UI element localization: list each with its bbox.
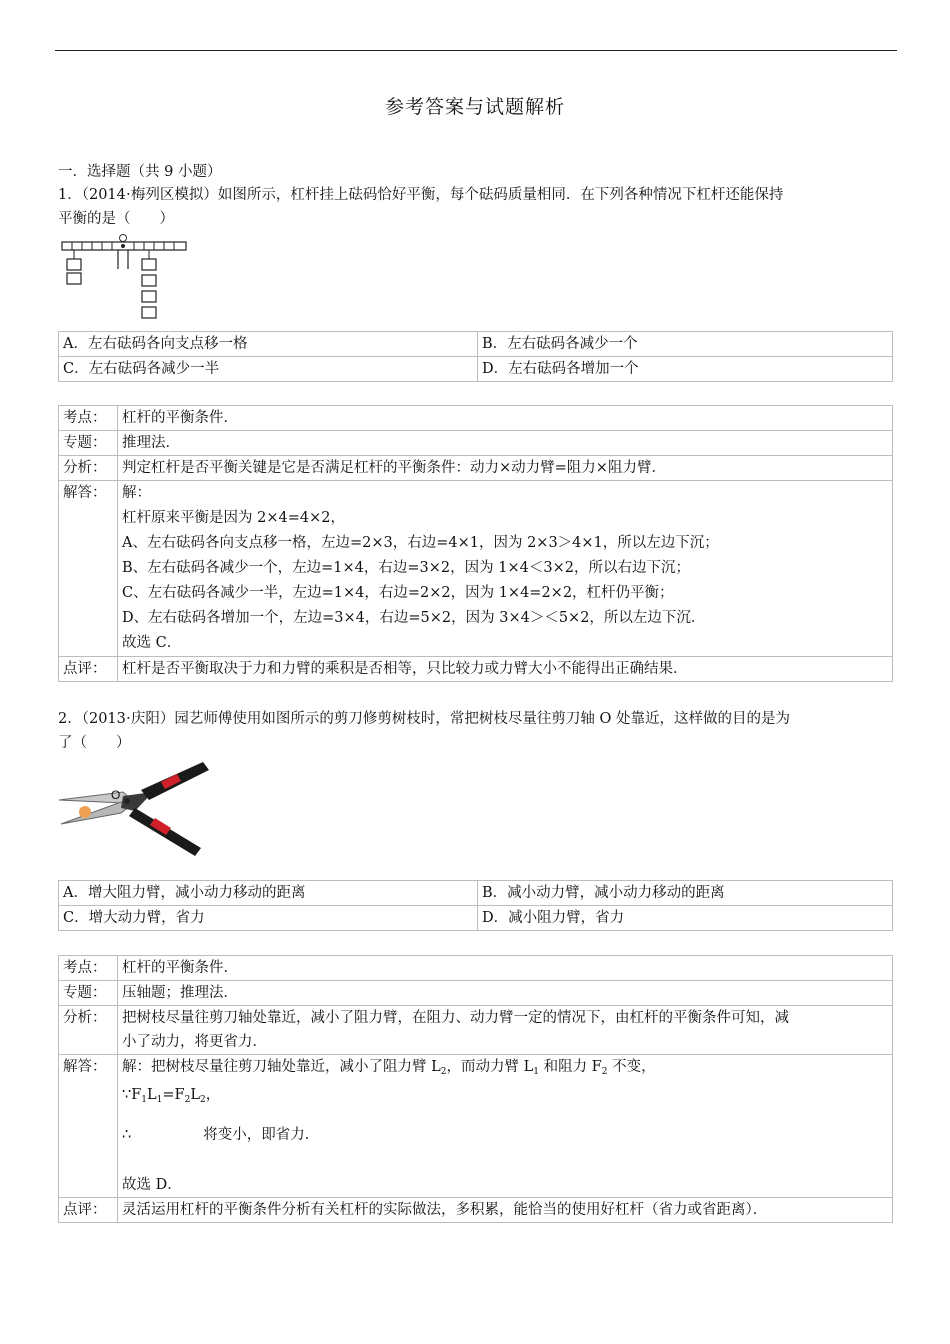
q1-stem-line1: 1．（2014⋅梅列区模拟）如图所示，杠杆挂上砝码恰好平衡，每个砝码质量相同．在下列各种情况下杠杆还能保持 bbox=[58, 187, 784, 203]
q2-dianping-row: 点评： 灵活运用杠杆的平衡条件分析有关杠杆的实际做法，多积累，能恰当的使用好杠杆（省力或省距离）． bbox=[59, 1198, 893, 1223]
q2-jieda-content: 解：把树枝尽量往剪刀轴处靠近，减小了阻力臂 $L_2$，而动力臂 $L_1$ 和阻力 $F_2$ 不变， $\because F_1L_1=F_2L_2$， ∴ 将变小，即省力． 故选 D． bbox=[118, 1055, 893, 1198]
q1-option-a[interactable]: A．左右砝码各向支点移一格 bbox=[59, 332, 478, 357]
q1-dianping-row: 点评： 杠杆是否平衡取决于力和力臂的乘积是否相等，只比较力或力臂大小不能得出正确结果． bbox=[59, 657, 893, 682]
q2-stem-line2: 了（ ） bbox=[58, 735, 131, 751]
q1-kaodian-row: 考点： 杠杆的平衡条件． bbox=[59, 406, 893, 431]
q2-option-c[interactable]: C．增大动力臂，省力 bbox=[59, 906, 478, 931]
q1-analysis-table bbox=[58, 405, 893, 682]
shears-axis-label: O bbox=[111, 788, 121, 802]
header-rule bbox=[55, 50, 897, 51]
shears-figure bbox=[55, 756, 215, 868]
q2-stem-line1: 2．（2013⋅庆阳）园艺师傅使用如图所示的剪刀修剪树枝时，常把树枝尽量往剪刀轴 O 处靠近，这样做的目的是为 bbox=[58, 711, 790, 727]
balance-equation: $\because F_1L_1=F_2L_2$， bbox=[122, 1087, 221, 1105]
q1-stem-line2: 平衡的是（ ） bbox=[58, 211, 174, 227]
q2-zhuanti-row: 专题： 压轴题；推理法． bbox=[59, 981, 893, 1006]
q1-option-d[interactable]: D．左右砝码各增加一个 bbox=[478, 357, 893, 382]
q2-options bbox=[58, 880, 893, 931]
q2-jieda-row: 解答： 解：把树枝尽量往剪刀轴处靠近，减小了阻力臂 $L_2$，而动力臂 $L_1$ 和阻力 $F_2$ 不变， $\because F_1L_1=F_2L_2$， ∴ 将变小，即省力． 故选 D． bbox=[59, 1055, 893, 1198]
q1-option-b[interactable]: B．左右砝码各减少一个 bbox=[478, 332, 893, 357]
lever-figure bbox=[58, 233, 193, 323]
q2-option-d[interactable]: D．减小阻力臂，省力 bbox=[478, 906, 893, 931]
q2-option-a[interactable]: A．增大阻力臂，减小动力移动的距离 bbox=[59, 881, 478, 906]
q2-option-b[interactable]: B．减小动力臂，减小动力移动的距离 bbox=[478, 881, 893, 906]
q1-option-c[interactable]: C．左右砝码各减少一半 bbox=[59, 357, 478, 382]
page-title: 参考答案与试题解析 bbox=[384, 96, 565, 118]
q2-fenxi-row: 分析： 把树枝尽量往剪刀轴处靠近，减小了阻力臂，在阻力、动力臂一定的情况下，由杠杆的平衡条件可知，减 小了动力，将更省力． bbox=[59, 1006, 893, 1055]
section-title: 一．选择题（共 9 小题） bbox=[58, 164, 222, 180]
question-1-stem bbox=[58, 183, 896, 231]
q1-jieda-content: 解： 杠杆原来平衡是因为 2×4=4×2， A、左右砝码各向支点移一格，左边=2×3，右边=4×1，因为 2×3＞4×1，所以左边下沉； B、左右砝码各减少一个，左边=1×4，右边=3×2，因为 1×4＜3×2，所以右边下沉； C、左右砝码各减少一半，左边=1×4，右边=2×2，因为 1×4=2×2，杠杆仍平衡； D、左右砝码各增加一个，左边=3×4，右边=5×2，因为 3×4＞＜5×2，所以左边下沉． 故选 C． bbox=[118, 481, 893, 657]
q1-fenxi-row: 分析： 判定杠杆是否平衡关键是它是否满足杠杆的平衡条件：动力×动力臂=阻力×阻力臂． bbox=[59, 456, 893, 481]
q2-kaodian-row: 考点： 杠杆的平衡条件． bbox=[59, 956, 893, 981]
q2-analysis-table bbox=[58, 955, 893, 1223]
question-2-stem bbox=[58, 707, 896, 755]
q1-jieda-row: 解答： 解： 杠杆原来平衡是因为 2×4=4×2， A、左右砝码各向支点移一格，左边=2×3，右边=4×1，因为 2×3＞4×1，所以左边下沉； B、左右砝码各减少一个，左边=1×4，右边=3×2，因为 1×4＜3×2，所以右边下沉； C、左右砝码各减少一半，左边=1×4，右边=2×2，因为 1×4=2×2，杠杆仍平衡； D、左右砝码各增加一个，左边=3×4，右边=5×2，因为 3×4＞＜5×2，所以左边下沉． 故选 C． bbox=[59, 481, 893, 657]
q1-zhuanti-row: 专题： 推理法． bbox=[59, 431, 893, 456]
q1-options bbox=[58, 331, 893, 382]
